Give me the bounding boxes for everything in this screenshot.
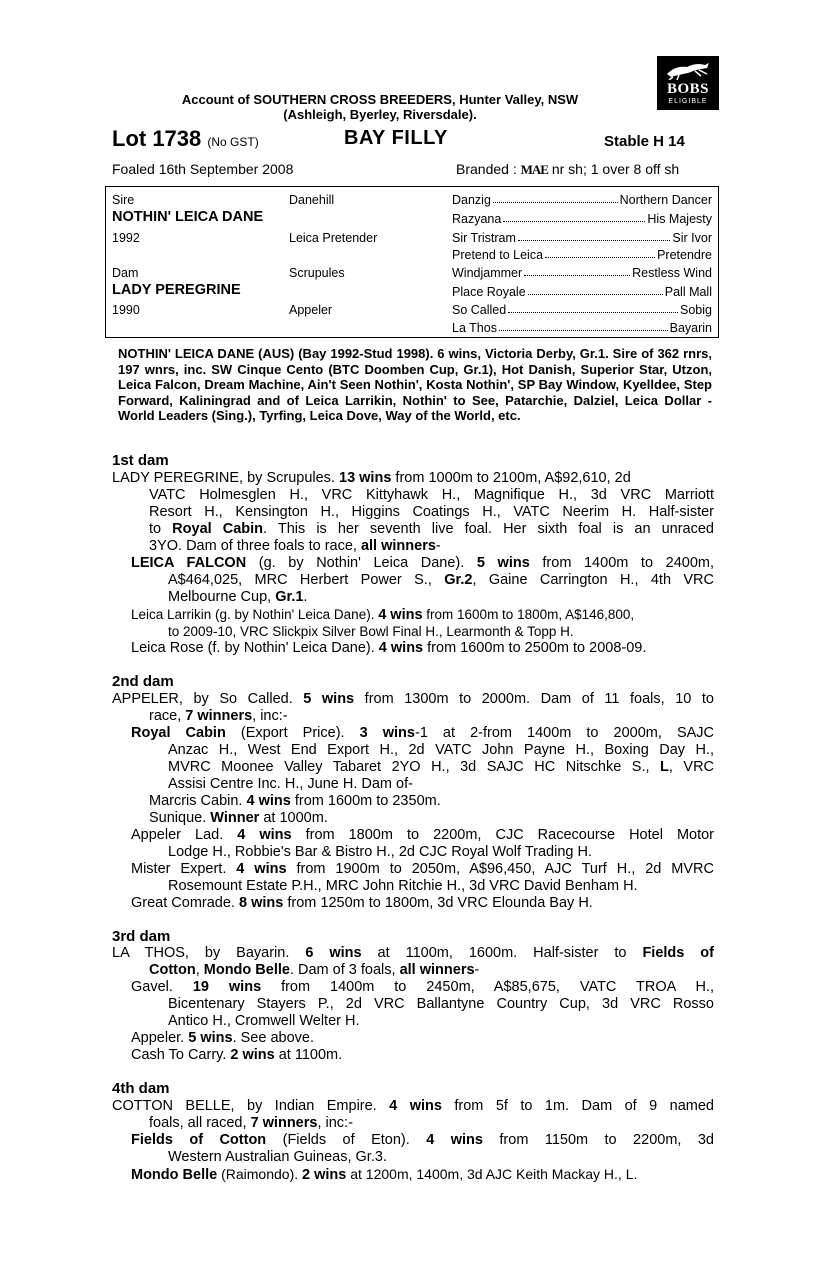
progeny-gavel: Gavel. 19 wins from 1400m to 2450m, A$85,675, VATC TROA H., <box>131 979 714 995</box>
dam-year: 1990 <box>112 303 140 317</box>
branded: Branded : MAE nr sh; 1 over 8 off sh <box>456 161 680 177</box>
dam-dam: Appeler <box>289 303 333 317</box>
first-dam-text: LADY PEREGRINE, by Scrupules. 13 wins from 1000m to 2100m, A$92,610, 2d <box>112 470 631 486</box>
gg-row: La Thos Bayarin <box>452 321 712 335</box>
sire-year: 1992 <box>112 231 140 245</box>
progeny-mondo-belle: Mondo Belle (Raimondo). 2 wins at 1200m, 1400m, 3d AJC Keith Mackay H., L. <box>131 1166 638 1183</box>
foaled-date: Foaled 16th September 2008 <box>112 161 294 177</box>
sire-sire: Danehill <box>289 193 335 207</box>
horse-icon <box>665 60 711 80</box>
sex-colour: BAY FILLY <box>344 127 448 149</box>
gg-row: Windjammer Restless Wind <box>452 266 712 280</box>
progeny-appeler-lad: Appeler Lad. 4 wins from 1800m to 2200m, CJC Racecourse Hotel Motor <box>131 827 715 843</box>
fourth-dam-text: COTTON BELLE, by Indian Empire. 4 wins from 5f to 1m. Dam of 9 named <box>112 1098 714 1114</box>
gg-row: Sir Tristram Sir Ivor <box>452 231 712 245</box>
gg-row: So Called Sobig <box>452 303 712 317</box>
third-dam-text: LA THOS, by Bayarin. 6 wins at 1100m, 1600m. Half-sister to Fields of <box>112 945 714 961</box>
gg-row: Danzig Northern Dancer <box>452 193 712 207</box>
brand-mark: MAE <box>520 162 548 177</box>
progeny-royal-cabin: Royal Cabin (Export Price). 3 wins-1 at 2-from 1400m to 2000m, SAJC <box>131 725 715 741</box>
vendor-account <box>110 92 650 122</box>
progeny-fields-of-cotton: Fields of Cotton (Fields of Eton). 4 wins from 1150m to 2200m, 3d <box>131 1132 714 1148</box>
bobs-eligible-logo <box>657 56 719 110</box>
gg-row: Razyana His Majesty <box>452 212 712 226</box>
logo-brand: BOBS <box>666 81 710 97</box>
dam-sire: Scrupules <box>289 266 345 280</box>
sire-label: Sire <box>112 193 135 207</box>
lot-number <box>112 126 259 152</box>
sire-paragraph: NOTHIN' LEICA DANE (AUS) (Bay 1992-Stud 1998). 6 wins, Victoria Derby, Gr.1. Sire of 362 rnrs, 197 wnrs, inc. SW Cinque Cento (BTC Doomben Cup, Gr.1), Hot Danish, Superior Star, Utzon, Leica Falcon, Dream Machine, Ain't Seen Nothin', Kosta Nothin', SP Bay Window, Kyelldee, Step Forward, Kaliningrad and of Leica Larrikin, Nothin' to See, Patarchie, Dalziel, Leica Dollar - World Leaders (Sing.), Tyrfing, Leica Dove, Way of the World, etc. <box>118 346 712 424</box>
fourth-dam-heading: 4th dam <box>112 1080 170 1097</box>
account-line2: (Ashleigh, Byerley, Riversdale). <box>283 107 477 122</box>
dam-label: Dam <box>112 266 139 280</box>
logo-sub: ELIGIBLE <box>668 98 708 105</box>
gg-row: Place Royale Pall Mall <box>452 285 712 299</box>
progeny-mister-expert: Mister Expert. 4 wins from 1900m to 2050m, A$96,450, AJC Turf H., 2d MVRC <box>131 861 714 877</box>
gg-row: Pretend to Leica Pretendre <box>452 248 712 262</box>
gst-note: (No GST) <box>207 135 259 149</box>
sire-name: NOTHIN' LEICA DANE <box>112 209 264 225</box>
sire-dam: Leica Pretender <box>289 231 378 245</box>
progeny-leica-rose: Leica Rose (f. by Nothin' Leica Dane). 4 wins from 1600m to 2500m to 2008-09. <box>131 640 647 656</box>
second-dam-heading: 2nd dam <box>112 673 174 690</box>
progeny-leica-larrikin: Leica Larrikin (g. by Nothin' Leica Dane). 4 wins from 1600m to 1800m, A$146,800, <box>131 607 635 623</box>
third-dam-heading: 3rd dam <box>112 928 171 945</box>
dam-name: LADY PEREGRINE <box>112 282 241 298</box>
stable: Stable H 14 <box>604 133 685 150</box>
progeny-cash-to-carry: Cash To Carry. 2 wins at 1100m. <box>131 1047 343 1063</box>
progeny-leica-falcon: LEICA FALCON (g. by Nothin' Leica Dane). 5 wins from 1400m to 2400m, <box>131 555 714 571</box>
progeny-appeler: Appeler. 5 wins. See above. <box>131 1030 314 1046</box>
progeny-great-comrade: Great Comrade. 8 wins from 1250m to 1800m, 3d VRC Elounda Bay H. <box>131 895 593 911</box>
account-line1: Account of SOUTHERN CROSS BREEDERS, Hunter Valley, NSW <box>181 92 579 107</box>
first-dam-heading: 1st dam <box>112 452 169 469</box>
lot-label: Lot 1738 <box>112 126 202 151</box>
second-dam-text: APPELER, by So Called. 5 wins from 1300m to 2000m. Dam of 11 foals, 10 to <box>112 691 714 707</box>
